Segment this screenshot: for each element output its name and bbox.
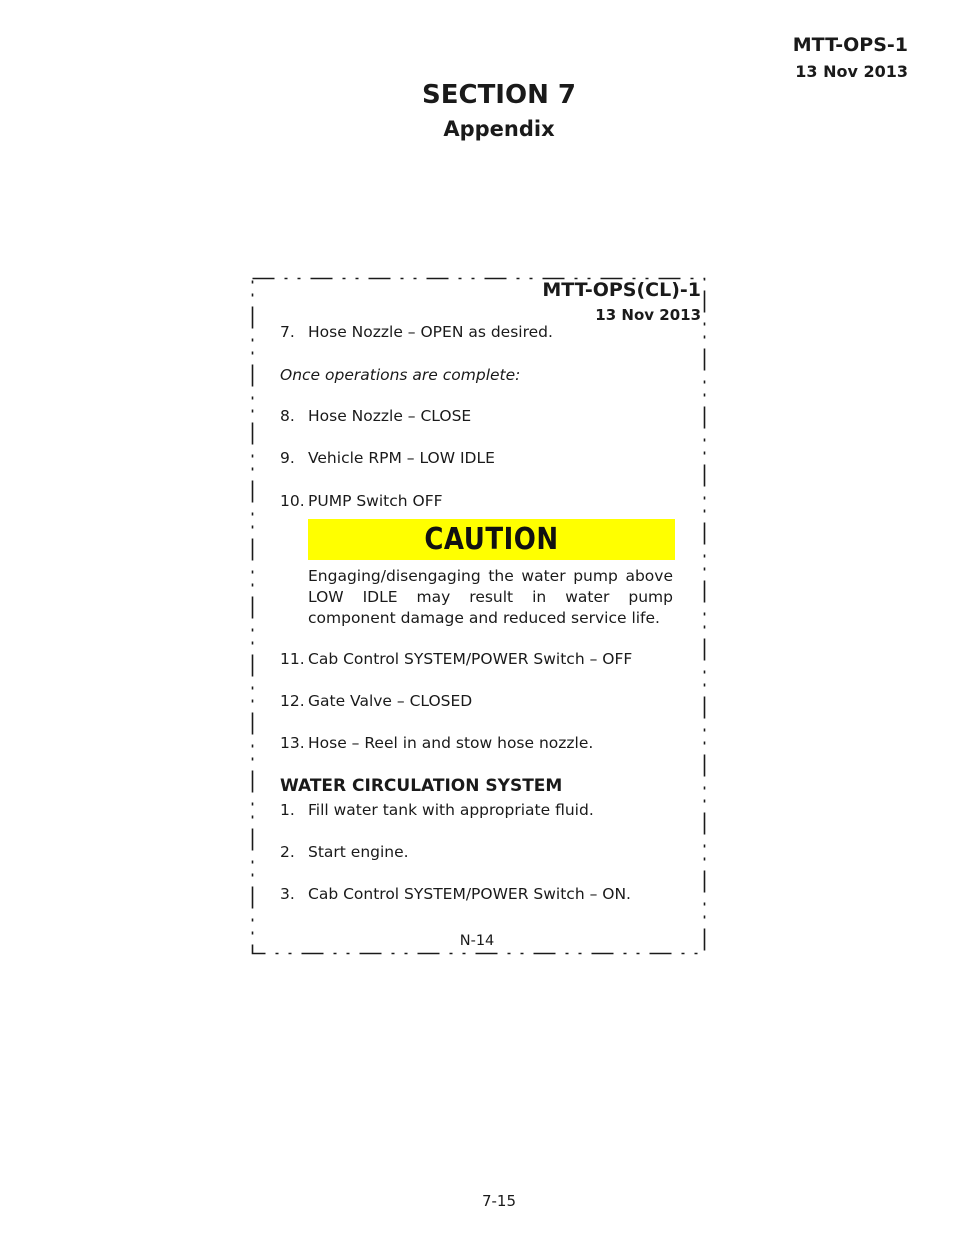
list-item	[280, 733, 593, 754]
step-text: Hose – Reel in and stow hose nozzle.	[308, 734, 594, 752]
step-text: Vehicle RPM – LOW IDLE	[308, 449, 495, 467]
section-heading: WATER CIRCULATION SYSTEM	[280, 776, 563, 796]
step-number: 9.	[280, 449, 295, 467]
step-number: 1.	[280, 801, 295, 819]
list-item	[280, 448, 495, 469]
step-text: Gate Valve – CLOSED	[308, 692, 473, 710]
list-item	[280, 842, 409, 863]
step-text: Hose Nozzle – CLOSE	[308, 407, 472, 425]
caution-label: CAUTION	[424, 522, 559, 557]
card-page-number: N-14	[459, 933, 495, 949]
list-item	[280, 649, 632, 670]
list-item	[280, 406, 471, 427]
operations-note: Once operations are complete:	[280, 366, 521, 384]
step-number: 3.	[280, 885, 295, 903]
caution-text: Engaging/disengaging the water pump above LOW IDLE may result in water pump component damage and reduced service life.	[308, 567, 673, 627]
list-item	[280, 691, 472, 712]
page-number: 7-15	[481, 1192, 517, 1210]
step-text: Start engine.	[308, 843, 409, 861]
step-text: Cab Control SYSTEM/POWER Switch – ON.	[308, 885, 631, 903]
list-item	[280, 322, 553, 343]
step-number: 8.	[280, 407, 295, 425]
card-doc-id: MTT-OPS(CL)-1	[542, 279, 701, 301]
step-number: 11.	[280, 650, 305, 668]
step-number: 7.	[280, 323, 295, 341]
section-title: SECTION 7	[422, 80, 576, 110]
card-date: 13 Nov 2013	[595, 306, 701, 324]
step-text: PUMP Switch OFF	[308, 492, 443, 510]
doc-id: MTT-OPS-1	[792, 34, 908, 56]
step-number: 12.	[280, 692, 305, 710]
step-number: 10.	[280, 492, 305, 510]
caution-banner	[308, 519, 675, 560]
step-text: Hose Nozzle – OPEN as desired.	[308, 323, 553, 341]
list-item	[280, 491, 443, 512]
doc-date: 13 Nov 2013	[795, 62, 908, 81]
list-item	[280, 884, 631, 905]
step-text: Fill water tank with appropriate fluid.	[308, 801, 594, 819]
list-item	[280, 800, 594, 821]
step-text: Cab Control SYSTEM/POWER Switch – OFF	[308, 650, 633, 668]
section-subtitle: Appendix	[443, 117, 555, 141]
step-number: 2.	[280, 843, 295, 861]
step-number: 13.	[280, 734, 305, 752]
checklist-card	[251, 277, 706, 955]
